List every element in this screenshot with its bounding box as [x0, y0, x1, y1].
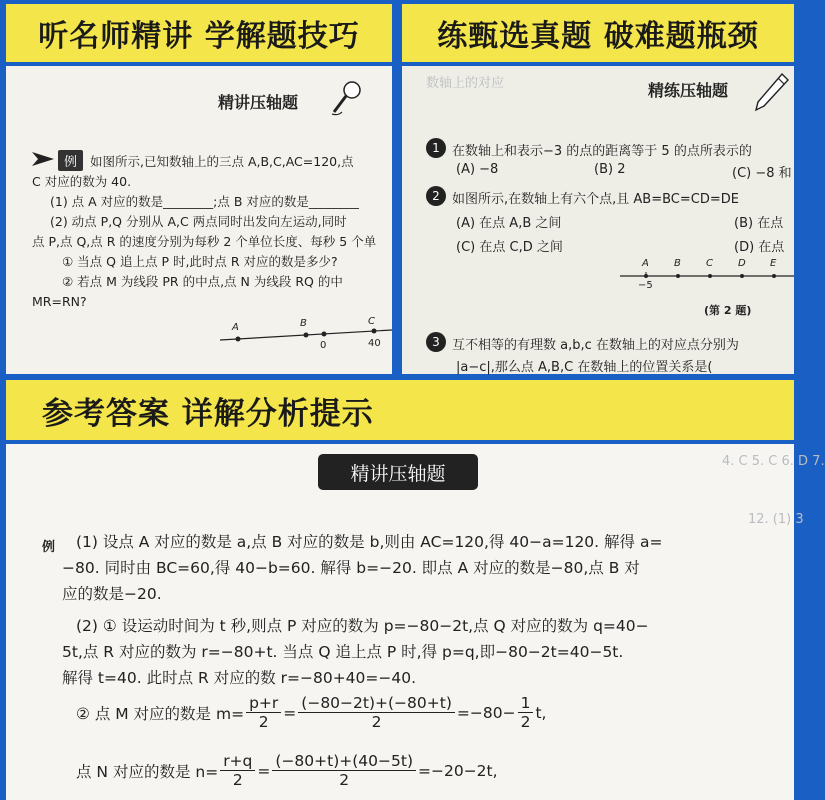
option: (A) 在点 A,B 之间	[456, 216, 562, 231]
right-page-title: 精练压轴题	[648, 81, 729, 100]
fraction	[298, 694, 455, 731]
arrow-icon	[30, 150, 56, 168]
answer-page-title: 精讲压轴题	[318, 454, 478, 490]
left-page-title: 精讲压轴题	[218, 93, 299, 112]
question-text: |a−c|,那么点 A,B,C 在数轴上的位置关系是(	[456, 360, 713, 375]
fraction-denominator: 2	[232, 771, 243, 789]
right-book-page	[402, 66, 794, 374]
faded-text: 12. (1) 3	[748, 512, 804, 527]
solution-line: 5t,点 R 对应的数为 r=−80+t. 当点 Q 追上点 P 时,得 p=q,即−80−2t=40−5t.	[62, 643, 624, 661]
question-number: 1	[426, 138, 446, 158]
fraction	[246, 694, 281, 731]
solution-line: −80. 同时由 BC=60,得 40−b=60. 解得 b=−20. 即点 A 对应的数是−80,点 B 对	[62, 559, 640, 577]
example-label: 例	[42, 540, 56, 555]
option: (B) 2	[594, 162, 626, 177]
axis-label: D	[738, 258, 746, 269]
faded-text: 4. C 5. C 6. D 7.	[722, 454, 825, 469]
problem-line: (2) 动点 P,Q 分别从 A,C 两点同时出发向左运动,同时	[50, 214, 347, 229]
formula-text: t,	[535, 703, 547, 722]
option: (D) 在点	[734, 240, 785, 255]
solution-line: 应的数是−20.	[62, 585, 162, 603]
faded-text: 数轴上的对应	[426, 76, 505, 91]
fraction-denominator: 2	[258, 713, 269, 731]
banner-top-left: 听名师精讲 学解题技巧	[6, 4, 392, 62]
axis-label: E	[770, 258, 777, 269]
fraction-numerator: (−80−2t)+(−80+t)	[298, 694, 455, 713]
fraction-numerator: (−80+t)+(40−5t)	[272, 752, 416, 771]
axis-label-c: C	[368, 316, 375, 327]
fraction-numerator: r+q	[220, 752, 255, 771]
answer-page	[6, 444, 825, 800]
formula-text: 点 N 对应的数是 n=	[76, 762, 219, 781]
m-formula-line	[76, 694, 546, 731]
axis-label-minus5: −5	[638, 280, 653, 291]
question-number: 3	[426, 332, 446, 352]
fraction-numerator: p+r	[246, 694, 281, 713]
axis-label: A	[642, 258, 649, 269]
figure-caption: (第 2 题)	[704, 304, 752, 317]
problem-line: ② 若点 M 为线段 PR 的中点,点 N 为线段 RQ 的中	[62, 274, 343, 289]
microphone-icon	[328, 78, 364, 118]
fraction-denominator: 2	[520, 713, 531, 731]
formula-text: =	[257, 761, 271, 780]
banner-middle: 参考答案 详解分析提示	[6, 380, 794, 440]
formula-text: =−20−2t,	[418, 761, 498, 780]
formula-text: =	[283, 703, 297, 722]
fraction	[272, 752, 416, 789]
option: (B) 在点	[734, 216, 784, 231]
question-text: 在数轴上和表示−3 的点的距离等于 5 的点所表示的	[452, 144, 752, 159]
option: (A) −8	[456, 162, 499, 177]
axis-label-b: B	[300, 318, 307, 329]
fraction-numerator: 1	[518, 694, 534, 713]
fraction-denominator: 2	[339, 771, 350, 789]
problem-line: C 对应的数为 40.	[32, 174, 132, 189]
question-text: 互不相等的有理数 a,b,c 在数轴上的对应点分别为	[452, 338, 739, 353]
solution-line: (1) 设点 A 对应的数是 a,点 B 对应的数是 b,则由 AC=120,得 40−a=120. 解得 a=	[76, 533, 663, 551]
option: (C) −8 和	[732, 166, 792, 181]
option: (C) 在点 C,D 之间	[456, 240, 563, 255]
axis-label-zero: 0	[320, 340, 327, 351]
problem-line: 如图所示,已知数轴上的三点 A,B,C,AC=120,点	[90, 154, 354, 169]
example-badge: 例	[58, 150, 83, 171]
formula-text: =−80−	[456, 703, 516, 722]
axis-label: C	[706, 258, 713, 269]
problem-line: ① 当点 Q 追上点 P 时,此时点 R 对应的数是多少?	[62, 254, 338, 269]
banner-top-right: 练甄选真题 破难题瓶颈	[402, 4, 794, 62]
pencil-icon	[752, 72, 788, 112]
question-text: 如图所示,在数轴上有六个点,且 AB=BC=CD=DE	[452, 192, 739, 207]
formula-text: ② 点 M 对应的数是 m=	[76, 704, 245, 723]
solution-line: (2) ① 设运动时间为 t 秒,则点 P 对应的数为 p=−80−2t,点 Q 对应的数为 q=40−	[76, 617, 649, 635]
fraction	[220, 752, 255, 789]
problem-line: (1) 点 A 对应的数是________;点 B 对应的数是________	[50, 194, 359, 209]
solution-line: 解得 t=40. 此时点 R 对应的数 r=−80+40=−40.	[62, 669, 417, 687]
left-book-page	[6, 66, 392, 374]
axis-label: B	[674, 258, 681, 269]
problem-line: 点 P,点 Q,点 R 的速度分别为每秒 2 个单位长度、每秒 5 个单	[32, 234, 377, 249]
axis-label-forty: 40	[368, 338, 381, 349]
axis-label-a: A	[232, 322, 239, 333]
problem-line: MR=RN?	[32, 294, 87, 309]
fraction	[518, 694, 534, 731]
n-formula-line	[76, 752, 498, 789]
fraction-denominator: 2	[371, 713, 382, 731]
question-number: 2	[426, 186, 446, 206]
